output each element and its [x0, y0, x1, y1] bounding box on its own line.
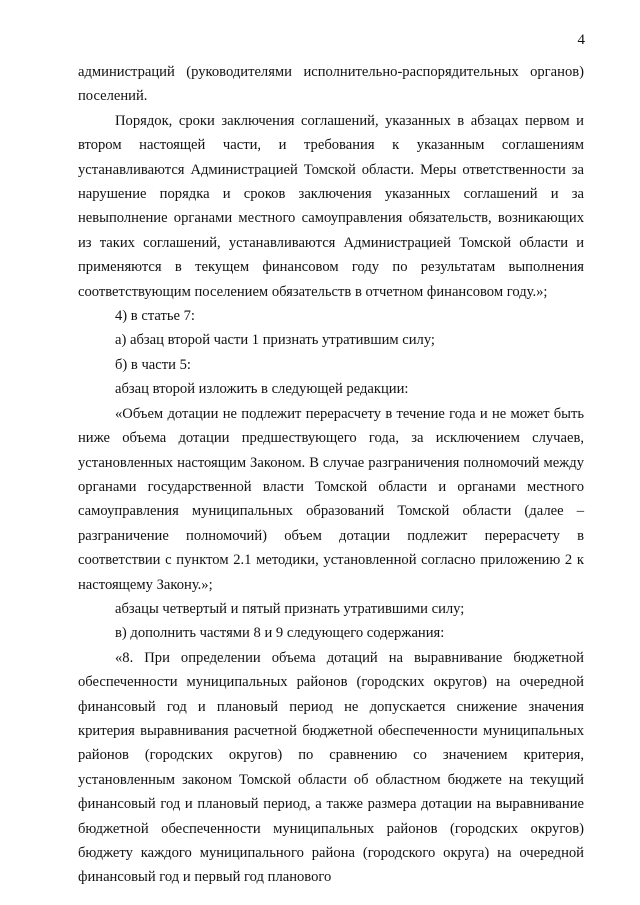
document-body	[78, 60, 584, 890]
paragraph-agreements-procedure: Порядок, сроки заключения соглашений, указанных в абзацах первом и втором настоящей части, и требования к указанным соглашениям устанавливаются Администрацией Томской области. Меры ответственности за нарушение порядка и сроков заключения указанных соглашений и за невыполнение органами местного самоуправления обязательств, возникающих из таких соглашений, устанавливаются Администрацией Томской области и применяются в текущем финансовом году по результатам выполнения соответствующим поселением обязательств в отчетном финансовом году.»;	[78, 112, 584, 300]
paragraph-article-7: 4) в статье 7:	[115, 308, 195, 325]
paragraph-item-v: в) дополнить частями 8 и 9 следующего содержания:	[115, 625, 445, 642]
paragraph-continuation: администраций (руководителями исполнительно-распорядительных органов) поселений.	[78, 64, 584, 105]
paragraph-item-b: б) в части 5:	[115, 356, 191, 373]
paragraph-fourth-fifth: абзацы четвертый и пятый признать утратившими силу;	[115, 600, 465, 617]
paragraph-second-abzac: абзац второй изложить в следующей редакции:	[115, 381, 409, 398]
paragraph-item-a: а) абзац второй части 1 признать утратившим силу;	[115, 332, 435, 349]
paragraph-part-8: «8. При определении объема дотаций на выравнивание бюджетной обеспеченности муниципальных районов (городских округов) на очередной финансовый год и плановый период не допускается снижение значения критерия выравнивания расчетной бюджетной обеспеченности муниципальных районов (городских округов) по сравнению со значением критерия, установленным законом Томской области об областном бюджете на текущий финансовый год и плановый период, а также размера дотации на выравнивание бюджетной обеспеченности муниципальных районов (городских округов) бюджету каждого муниципального района (городского округа) на очередной финансовый год и первый год планового	[78, 649, 584, 886]
paragraph-subsidy-amount: «Объем дотации не подлежит перерасчету в течение года и не может быть ниже объема дотации предшествующего года, за исключением случаев, установленных настоящим Законом. В случае разграничения полномочий между органами государственной власти Томской области и органами местного самоуправления муниципальных образований Томской области (далее – разграничение полномочий) объем дотации подлежит перерасчету в соответствии с пунктом 2.1 методики, установленной согласно приложению 2 к настоящему Закону.»;	[78, 405, 584, 593]
page-number: 4	[577, 32, 585, 48]
